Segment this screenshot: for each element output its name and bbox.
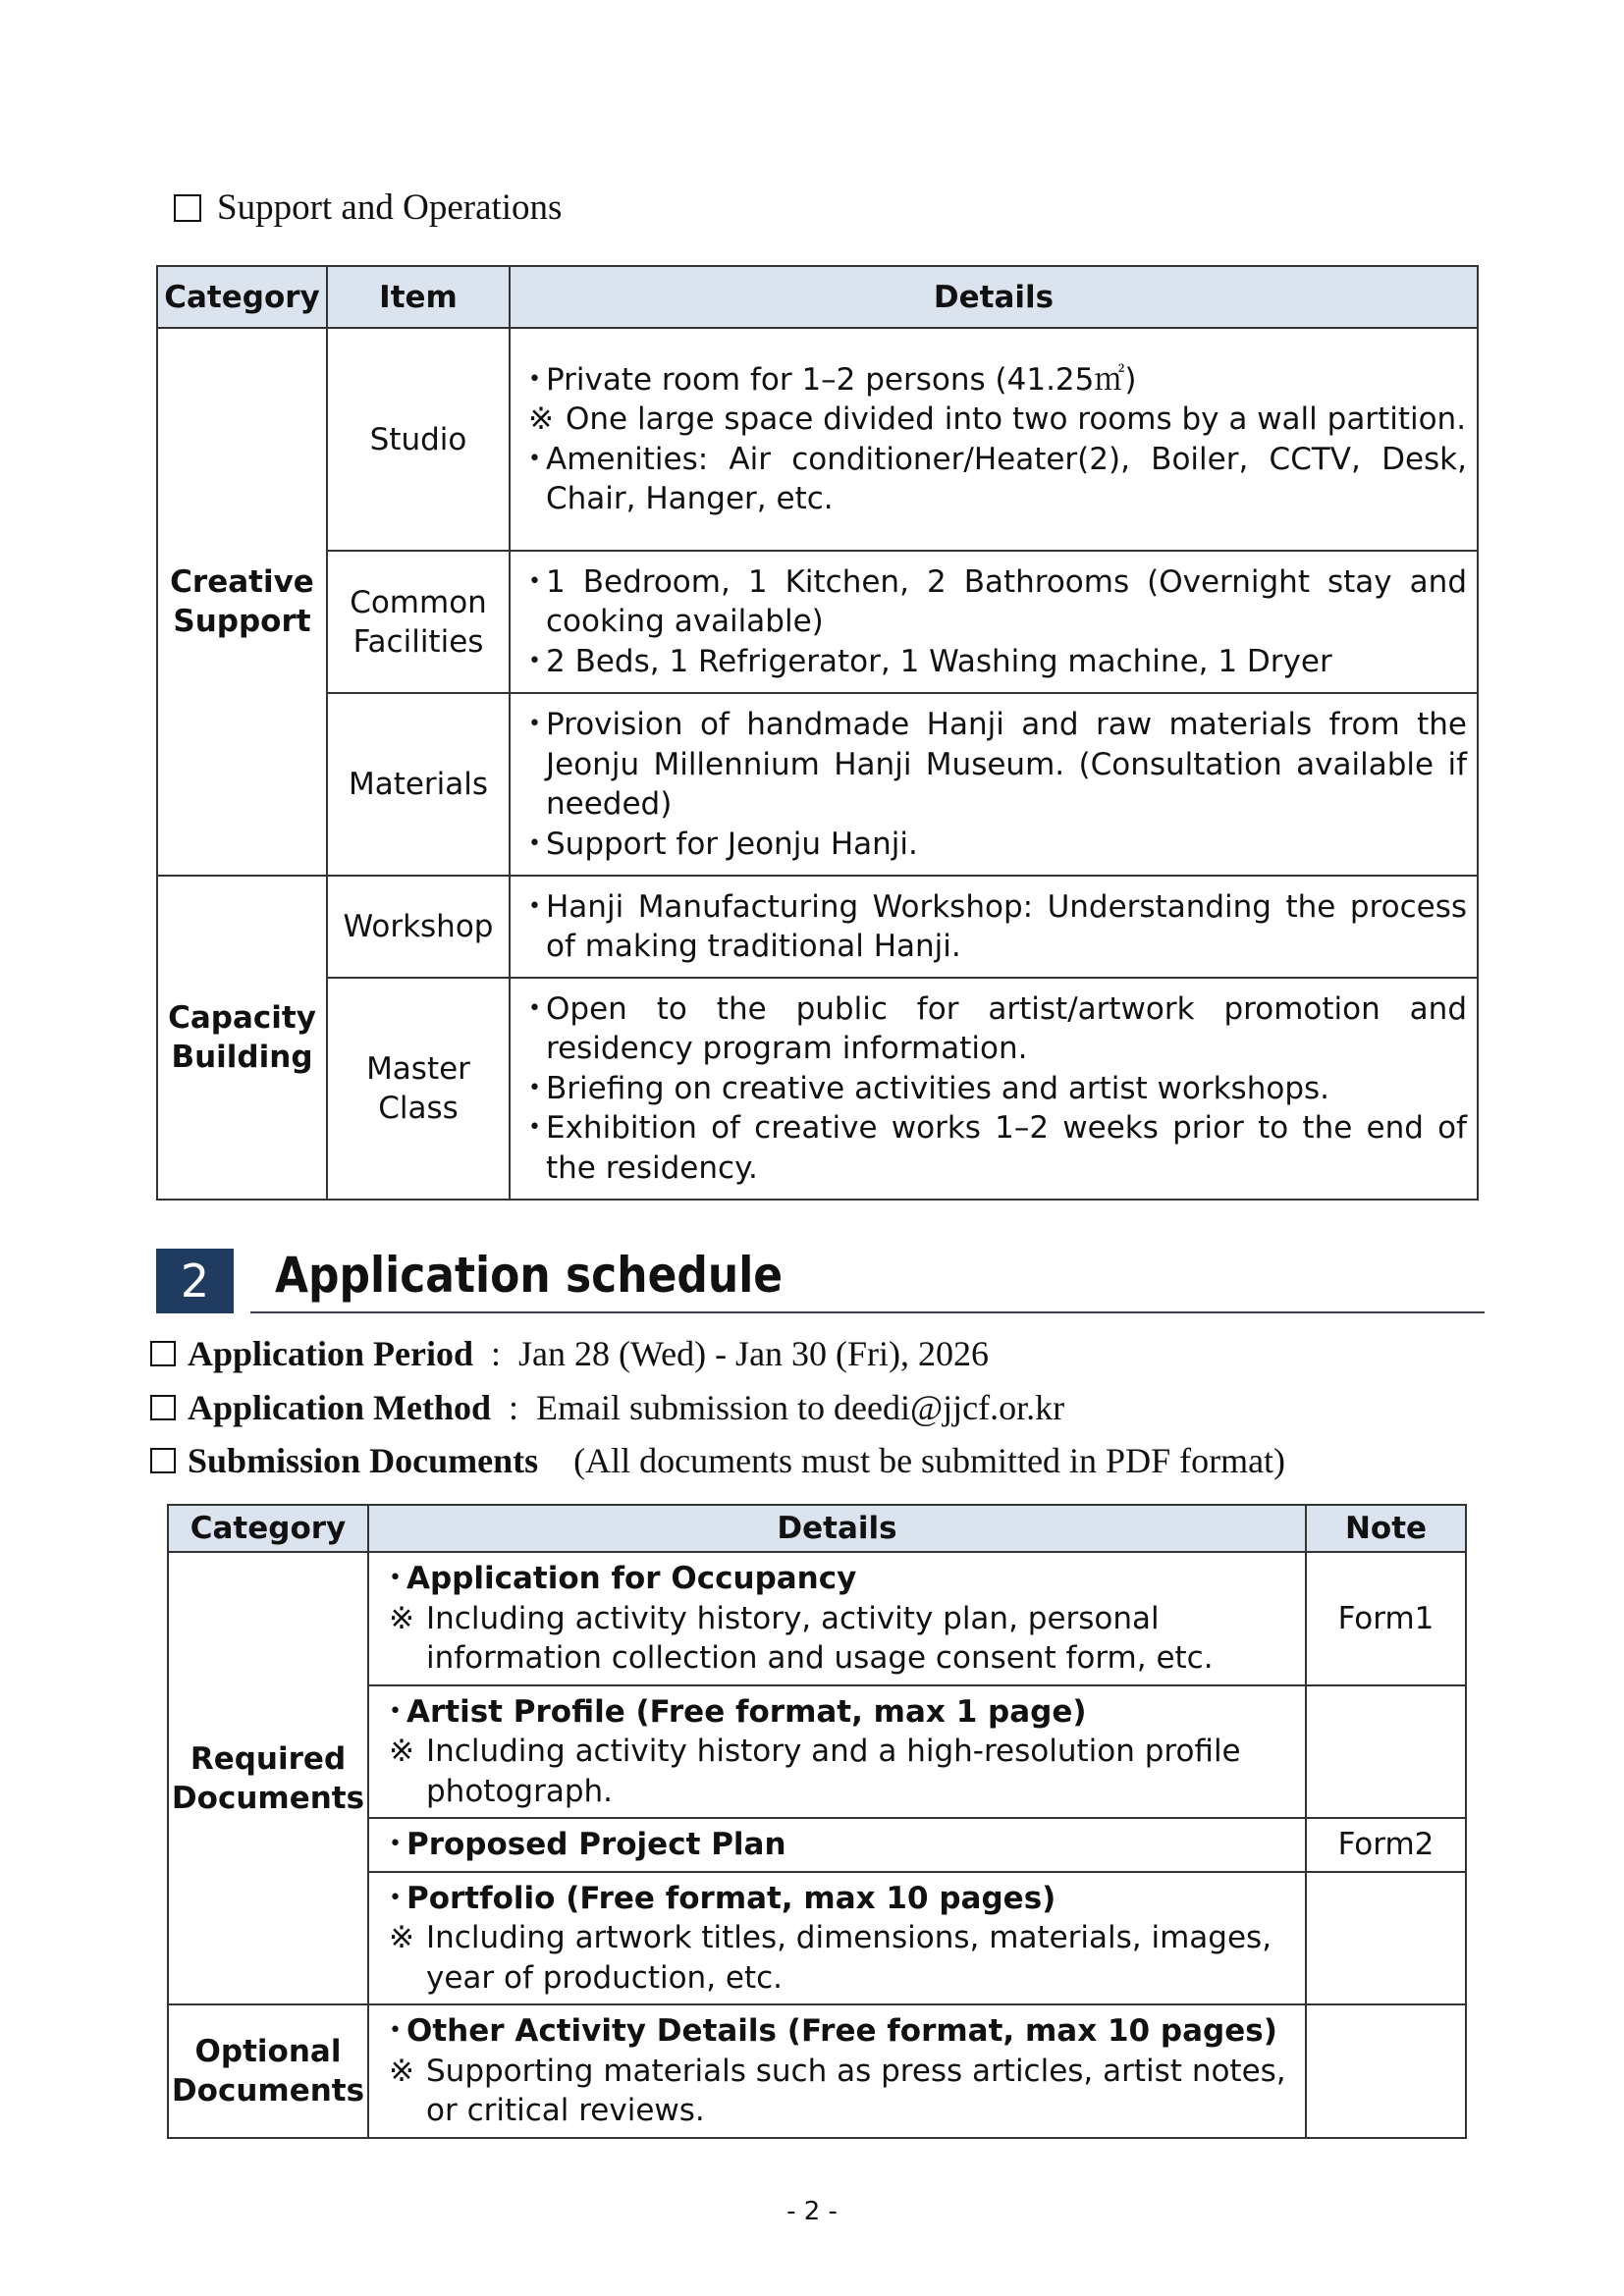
document-title-text: Other Activity Details (Free format, max 10 pages) <box>406 2013 1277 2049</box>
application-period <box>150 1333 989 1374</box>
item-cell <box>327 693 510 876</box>
category-line: Building <box>171 1040 313 1075</box>
checkbox-icon <box>150 1341 176 1366</box>
bullet-text: Support for Jeonju Hanji. <box>546 826 918 862</box>
bullet-text: 2 Beds, 1 Refrigerator, 1 Washing machine, 1 Dryer <box>546 643 1332 679</box>
support-operations-heading-text: Support and Operations <box>217 187 563 228</box>
category-cell <box>168 1552 368 2004</box>
table-row <box>157 551 1478 693</box>
bullet-item <box>528 825 1467 865</box>
header-details: Details <box>510 266 1478 328</box>
item-line: Materials <box>348 767 489 802</box>
info-value: (All documents must be submitted in PDF format) <box>573 1441 1286 1480</box>
bullet-icon: • <box>528 648 541 673</box>
note-cell <box>1306 2004 1466 2138</box>
details-cell <box>368 2004 1306 2138</box>
details-cell <box>368 1818 1306 1872</box>
details-cell <box>510 551 1478 693</box>
category-cell <box>157 328 327 876</box>
bullet-item <box>528 642 1467 682</box>
checkbox-icon <box>150 1395 176 1420</box>
bullet-item <box>528 989 1467 1069</box>
category-cell <box>168 2004 368 2138</box>
checkbox-icon <box>150 1448 176 1473</box>
section-divider <box>250 1311 1485 1313</box>
bullet-icon: • <box>389 1566 402 1590</box>
details-cell <box>368 1872 1306 2005</box>
bullet-text: Provision of handmade Hanji and raw materials from the Jeonju Millennium Hanji Museum. (Consultation available if needed) <box>546 707 1467 822</box>
reference-mark-icon: ※ <box>389 1600 414 1636</box>
header-category: Category <box>168 1505 368 1552</box>
page-number: - 2 - <box>786 2197 838 2226</box>
submission-documents <box>150 1440 1285 1481</box>
note-item <box>528 400 1467 440</box>
table-row <box>168 2004 1466 2138</box>
header-note: Note <box>1306 1505 1466 1552</box>
note-item <box>389 2052 1295 2131</box>
category-line: Capacity <box>168 1000 316 1036</box>
note-text: One large space divided into two rooms by a wall partition. <box>566 401 1467 437</box>
bullet-text: Briefing on creative activities and artist workshops. <box>546 1070 1330 1106</box>
bullet-item <box>528 705 1467 825</box>
item-line: Class <box>378 1091 459 1126</box>
document-title <box>389 1692 1295 1733</box>
note-cell <box>1306 1685 1466 1819</box>
details-cell <box>510 978 1478 1200</box>
checkbox-icon <box>174 194 201 222</box>
email-link[interactable]: Email submission to deedi@jjcf.or.kr <box>536 1388 1065 1427</box>
item-cell <box>327 978 510 1200</box>
application-method <box>150 1387 1064 1428</box>
bullet-item <box>528 887 1467 967</box>
document-title <box>389 1825 1295 1865</box>
bullet-text: 1 Bedroom, 1 Kitchen, 2 Bathrooms (Overnight stay and cooking available) <box>546 563 1467 640</box>
info-separator: : <box>491 1334 502 1373</box>
reference-mark-icon: ※ <box>389 1734 414 1769</box>
category-line: Documents <box>171 2072 365 2109</box>
bullet-text: Exhibition of creative works 1–2 weeks prior to the end of the residency. <box>546 1110 1467 1186</box>
document-title-text: Application for Occupancy <box>406 1561 857 1596</box>
item-line: Common <box>350 584 487 620</box>
note-text: Including artwork titles, dimensions, materials, images, year of production, etc. <box>426 1920 1272 1996</box>
details-cell <box>368 1685 1306 1819</box>
details-cell <box>368 1552 1306 1685</box>
bullet-item <box>528 1108 1467 1188</box>
note-text: Including activity history, activity plan, personal information collection and usage consent form, etc. <box>426 1600 1214 1676</box>
item-cell <box>327 328 510 551</box>
table-row <box>157 693 1478 876</box>
bullet-icon: • <box>528 1115 541 1141</box>
note-item <box>389 1732 1295 1811</box>
note-text: Including activity history and a high-resolution profile photograph. <box>426 1734 1241 1809</box>
document-title-text: Portfolio (Free format, max 10 pages) <box>406 1880 1056 1916</box>
support-table-header-row <box>157 266 1478 328</box>
category-line: Documents <box>171 1780 365 1816</box>
item-cell <box>327 551 510 693</box>
documents-table <box>167 1504 1467 2139</box>
header-item: Item <box>327 266 510 328</box>
item-line: Workshop <box>343 909 494 944</box>
bullet-item <box>528 562 1467 642</box>
note-text: Supporting materials such as press articles, artist notes, or critical reviews. <box>426 2053 1286 2128</box>
reference-mark-icon: ※ <box>528 401 554 437</box>
bullet-icon: • <box>528 568 541 594</box>
details-cell <box>510 876 1478 978</box>
bullet-icon: • <box>528 366 541 392</box>
section-title: Application schedule <box>275 1247 784 1304</box>
bullet-text: Open to the public for artist/artwork promotion and residency program information. <box>546 990 1467 1067</box>
bullet-icon: • <box>528 712 541 736</box>
note-cell: Form2 <box>1306 1818 1466 1872</box>
item-cell <box>327 876 510 978</box>
bullet-icon: • <box>528 1075 541 1100</box>
note-cell <box>1306 1872 1466 2005</box>
document-title <box>389 1879 1295 1919</box>
bullet-icon: • <box>528 446 541 471</box>
bullet-item <box>528 1069 1467 1109</box>
details-cell <box>510 693 1478 876</box>
info-label: Application Method <box>188 1388 492 1427</box>
table-row <box>168 1552 1466 1685</box>
info-separator: : <box>509 1388 519 1427</box>
item-line: Studio <box>369 421 467 457</box>
bullet-item <box>528 440 1467 519</box>
info-label: Application Period <box>188 1334 474 1373</box>
document-title <box>389 1559 1295 1599</box>
bullet-icon: • <box>389 1885 402 1910</box>
reference-mark-icon: ※ <box>389 1920 414 1955</box>
table-row <box>157 328 1478 551</box>
details-cell <box>510 328 1478 551</box>
bullet-item <box>528 360 1467 400</box>
table-row <box>157 876 1478 978</box>
info-label: Submission Documents <box>188 1441 539 1480</box>
bullet-icon: • <box>389 1698 402 1724</box>
bullet-icon: • <box>389 1832 402 1856</box>
note-item <box>389 1918 1295 1998</box>
bullet-icon: • <box>528 893 541 919</box>
document-title-text: Artist Profile (Free format, max 1 page) <box>406 1693 1087 1730</box>
bullet-text: Hanji Manufacturing Workshop: Understanding the process of making traditional Hanji. <box>546 888 1467 964</box>
item-line: Facilities <box>352 623 484 660</box>
item-line: Master <box>366 1051 470 1087</box>
reference-mark-icon: ※ <box>389 2053 414 2089</box>
document-title <box>389 2011 1295 2052</box>
table-row <box>157 978 1478 1200</box>
bullet-icon: • <box>389 2018 402 2043</box>
info-value: Jan 28 (Wed) - Jan 30 (Fri), 2026 <box>518 1334 990 1373</box>
bullet-icon: • <box>528 830 541 856</box>
support-operations-heading <box>174 187 562 229</box>
bullet-icon: • <box>528 995 541 1021</box>
header-category: Category <box>157 266 327 328</box>
bullet-text: Amenities: Air conditioner/Heater(2), Boiler, CCTV, Desk, Chair, Hanger, etc. <box>546 441 1467 516</box>
category-line: Optional <box>194 2033 342 2069</box>
note-cell: Form1 <box>1306 1552 1466 1685</box>
section-number-badge: 2 <box>156 1249 234 1313</box>
category-cell <box>157 876 327 1200</box>
note-item <box>389 1599 1295 1679</box>
bullet-text: Private room for 1–2 persons (41.25㎡) <box>546 361 1137 398</box>
category-line: Required <box>189 1740 347 1777</box>
header-details: Details <box>368 1505 1306 1552</box>
category-line: Creative <box>170 564 314 600</box>
support-table <box>156 265 1479 1201</box>
category-line: Support <box>173 604 311 639</box>
document-title-text: Proposed Project Plan <box>406 1827 786 1862</box>
documents-table-header-row <box>168 1505 1466 1552</box>
